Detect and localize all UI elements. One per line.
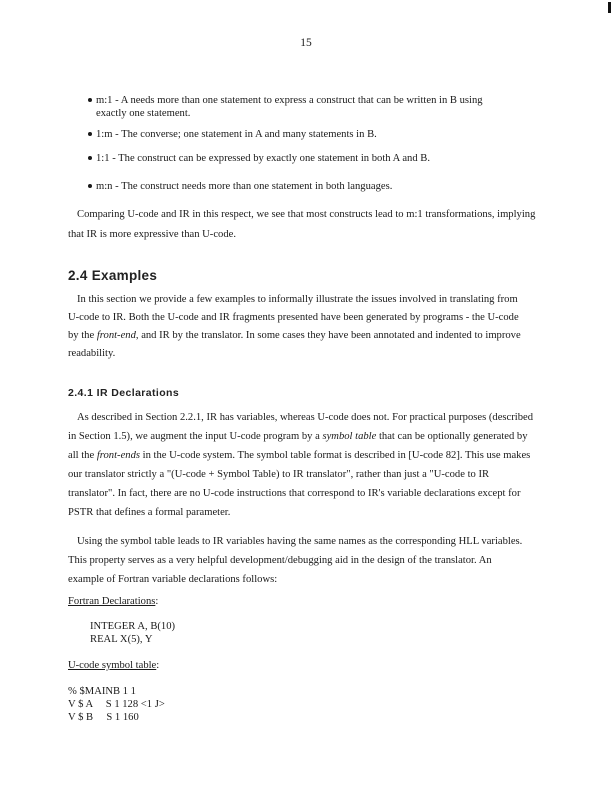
paragraph-line: our translator strictly a "(U-code + Symbol Table) to IR translator", rather than just a "U-code to IR bbox=[68, 469, 490, 480]
text-run: by the bbox=[68, 330, 97, 341]
paragraph-line: translator". In fact, there are no U-code instructions that correspond to IR's variable declarations except for bbox=[68, 488, 521, 499]
subsection-heading: 2.4.1 IR Declarations bbox=[68, 387, 180, 399]
emphasis-text: symbol table bbox=[322, 431, 377, 442]
paragraph-line: Comparing U-code and IR in this respect, we see that most constructs lead to m:1 transformations, implying bbox=[77, 209, 536, 220]
paragraph-line: U-code to IR. Both the U-code and IR fragments presented have been generated by programs - the U-code bbox=[68, 312, 519, 323]
bullet-term: m:n bbox=[96, 181, 113, 192]
ucode-symbol-table-label bbox=[68, 660, 159, 671]
paragraph-line: readability. bbox=[68, 348, 116, 359]
paragraph-line: that IR is more expressive than U-code. bbox=[68, 229, 236, 240]
paragraph-line bbox=[68, 450, 530, 461]
code-line: % $MAINB 1 1 bbox=[68, 686, 136, 697]
text-run: in Section 1.5), we augment the input U-code program by a bbox=[68, 431, 323, 442]
bullet-icon bbox=[88, 132, 92, 136]
bullet-text: - The converse; one statement in A and many statements in B. bbox=[112, 129, 377, 140]
scan-edge-mark bbox=[608, 2, 611, 13]
bullet-continuation: exactly one statement. bbox=[96, 108, 191, 119]
bullet-icon bbox=[88, 98, 92, 102]
bullet-term: 1:1 bbox=[96, 153, 110, 164]
label-text: Fortran Declarations bbox=[68, 596, 156, 607]
paragraph-line: Using the symbol table leads to IR variables having the same names as the corresponding HLL variables. bbox=[77, 536, 523, 547]
bullet-item-m1 bbox=[88, 95, 483, 106]
code-line: V $ A S 1 128 <1 J> bbox=[68, 699, 165, 710]
bullet-term: 1:m bbox=[96, 129, 113, 140]
paragraph-line: In this section we provide a few examples to informally illustrate the issues involved in translating from bbox=[77, 294, 518, 305]
label-colon: : bbox=[156, 660, 160, 671]
bullet-icon bbox=[88, 156, 92, 160]
bullet-item-mn bbox=[88, 181, 392, 192]
emphasis-text: front-ends bbox=[96, 450, 140, 461]
code-line: REAL X(5), Y bbox=[90, 634, 153, 645]
paragraph-line: As described in Section 2.2.1, IR has variables, whereas U-code does not. For practical purposes (described bbox=[77, 412, 533, 423]
label-text: U-code symbol table bbox=[68, 660, 157, 671]
text-run: , and IR by the translator. In some cases they have been annotated and indented to improve bbox=[135, 330, 521, 341]
paragraph-line bbox=[68, 431, 528, 442]
bullet-text: - A needs more than one statement to express a construct that can be written in B using bbox=[112, 95, 483, 106]
bullet-text: - The construct can be expressed by exactly one statement in both A and B. bbox=[109, 153, 431, 164]
code-line: INTEGER A, B(10) bbox=[90, 621, 176, 632]
code-line: V $ B S 1 160 bbox=[68, 712, 139, 723]
text-run: all the bbox=[68, 450, 97, 461]
bullet-item-11 bbox=[88, 153, 430, 164]
paragraph-line: PSTR that defines a formal parameter. bbox=[68, 507, 231, 518]
emphasis-text: front-end bbox=[96, 330, 136, 341]
text-run: in the U-code system. The symbol table format is described in [U-code 82]. This use makes bbox=[139, 450, 531, 461]
text-run: that can be optionally generated by bbox=[376, 431, 528, 442]
label-colon: : bbox=[155, 596, 159, 607]
bullet-icon bbox=[88, 184, 92, 188]
bullet-text: - The construct needs more than one statement in both languages. bbox=[112, 181, 393, 192]
bullet-term: m:1 bbox=[96, 95, 113, 106]
page-number: 15 bbox=[300, 37, 312, 49]
paragraph-line: This property serves as a very helpful development/debugging aid in the design of the translator. An bbox=[68, 555, 492, 566]
section-heading: 2.4 Examples bbox=[68, 268, 158, 283]
paragraph-line: example of Fortran variable declarations follows: bbox=[68, 574, 278, 585]
bullet-item-1m bbox=[88, 129, 377, 140]
paragraph-line bbox=[68, 330, 521, 341]
fortran-declarations-label bbox=[68, 596, 158, 607]
